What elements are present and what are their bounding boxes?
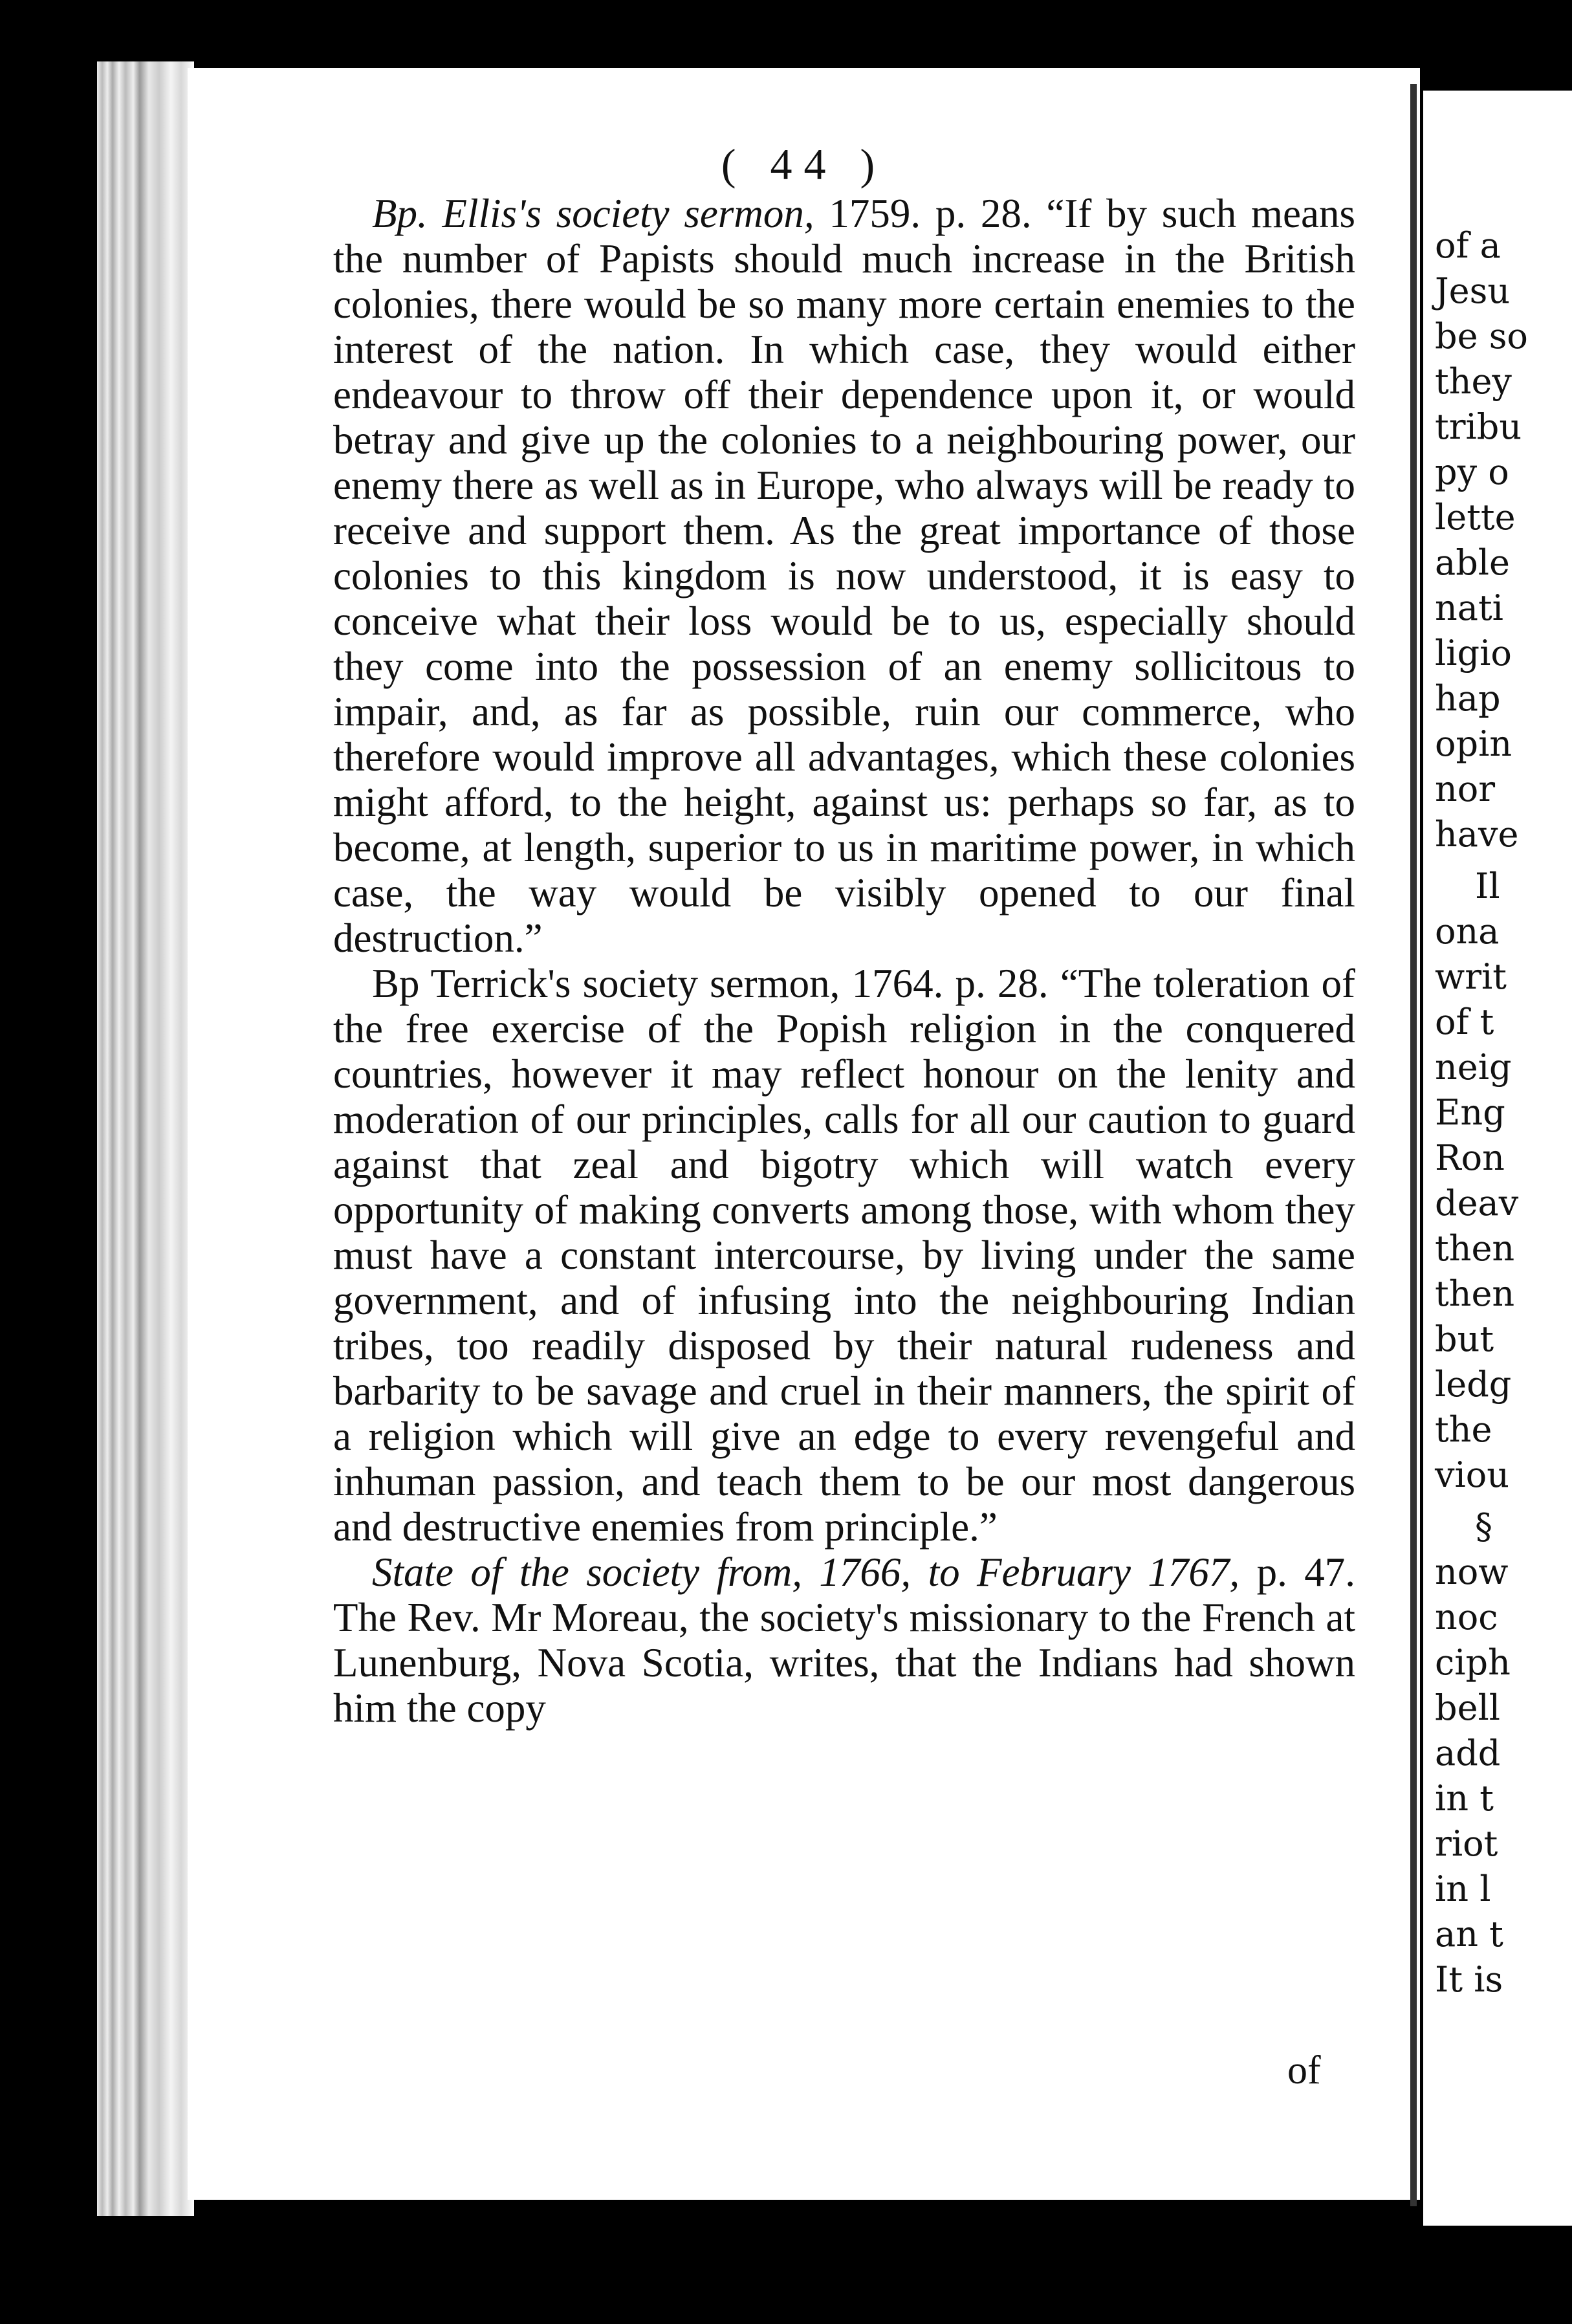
right-page-line: in t (1435, 1778, 1494, 1819)
right-page-line: ona (1435, 911, 1500, 952)
right-page-line: ciph (1435, 1642, 1511, 1683)
body-text (333, 191, 1355, 1731)
gutter-shadow (1410, 84, 1417, 2206)
right-page-line: bell (1435, 1687, 1501, 1728)
right-page-line: opin (1435, 723, 1512, 764)
left-page (188, 68, 1420, 2200)
paragraph-text: Bp Terrick's society sermon, 1764. p. 28. “The toleration of the free exercise of the Popish religion in the conquered countries, however it may reflect honour on the lenity and moderation of our principles, calls for all our caution to guard against that zeal and bigotry which will watch every opportunity of making converts among those, with whom they must have a constant intercourse, by living under the same government, and of infusing into the neighbouring Indian tribes, too readily disposed by their natural rudeness and barbarity to be savage and cruel in their manners, the spirit of a religion which will give an edge to every revengeful and inhuman passion, and teach them to be our most dangerous and destructive enemies from principle.” (333, 961, 1355, 1550)
paragraph-terrick (333, 961, 1355, 1550)
right-page-line: the (1435, 1409, 1492, 1450)
right-page-line: able (1435, 542, 1510, 583)
paragraph-text: 1759. p. 28. “If by such means the number of Papists should much increase in the British colonies, there would be so many more certain enemies to the interest of the nation. In which case, they would either endeavour to throw off their dependence upon it, or would betray and give up the colonies to a neighbouring power, our enemy there as well as in Europe, who always will be ready to receive and support them. As the great importance of those colonies to this kingdom is now understood, it is easy to conceive what their loss would be to us, especially should they come into the possession of an enemy sollicitous to impair, and, as far as possible, ruin our commerce, who therefore would improve all advantages, which these colonies might afford, to the height, against us: perhaps so far, as to become, at length, superior to us in maritime power, in which case, the way would be visibly opened to our final destruction.” (333, 191, 1355, 961)
right-page-line: then (1435, 1273, 1515, 1314)
paragraph-text: p. 47. The Rev. Mr Moreau, the society's missionary to the French at Lunenburg, Nova Scotia, writes, that the Indians had shown him the copy (333, 1550, 1355, 1731)
paragraph-ellis (333, 191, 1355, 961)
right-page-line: they (1435, 361, 1512, 402)
right-page-line: writ (1435, 956, 1507, 997)
right-page-line: Jesu (1435, 270, 1511, 311)
citation: State of the society from, 1766, to February 1767, (372, 1550, 1240, 1595)
catchword: of (1287, 2048, 1321, 2092)
citation: Bp. Ellis's society sermon, (372, 191, 814, 236)
right-page-line: It is (1435, 1959, 1503, 2000)
right-page-line: viou (1435, 1454, 1510, 1495)
paragraph-state-of-society (333, 1550, 1355, 1731)
right-page-line: Ron (1435, 1137, 1505, 1178)
right-page-line: Il (1475, 866, 1500, 906)
right-page-line: tribu (1435, 406, 1522, 447)
right-page-line: then (1435, 1228, 1515, 1269)
right-page-line: nor (1435, 769, 1496, 809)
page-edges (97, 61, 194, 2216)
right-page-line: Eng (1435, 1092, 1505, 1133)
right-page-line: hap (1435, 678, 1501, 719)
right-page-line: deav (1435, 1183, 1519, 1223)
right-page-line: have (1435, 814, 1519, 855)
right-page-line: ledg (1435, 1364, 1512, 1405)
right-page-line: lette (1435, 497, 1516, 538)
right-page-line: of t (1435, 1002, 1494, 1042)
right-page-line: py o (1435, 452, 1509, 492)
right-page-line: nati (1435, 587, 1503, 628)
right-page-line: be so (1435, 316, 1528, 356)
page-number: ( 44 ) (721, 140, 887, 189)
right-page-line: ligio (1435, 633, 1512, 674)
right-page-line: neig (1435, 1047, 1512, 1088)
right-page-line: § (1475, 1506, 1492, 1547)
right-page-line: noc (1435, 1597, 1498, 1638)
right-page-line: but (1435, 1319, 1494, 1359)
right-page-line: riot (1435, 1823, 1498, 1864)
right-page-line: now (1435, 1551, 1509, 1592)
right-page-line: in l (1435, 1869, 1491, 1909)
right-page-line: of a (1435, 225, 1501, 266)
right-page-line: add (1435, 1733, 1501, 1773)
right-page-fragment (1423, 91, 1572, 2226)
right-page-line: an t (1435, 1914, 1503, 1955)
